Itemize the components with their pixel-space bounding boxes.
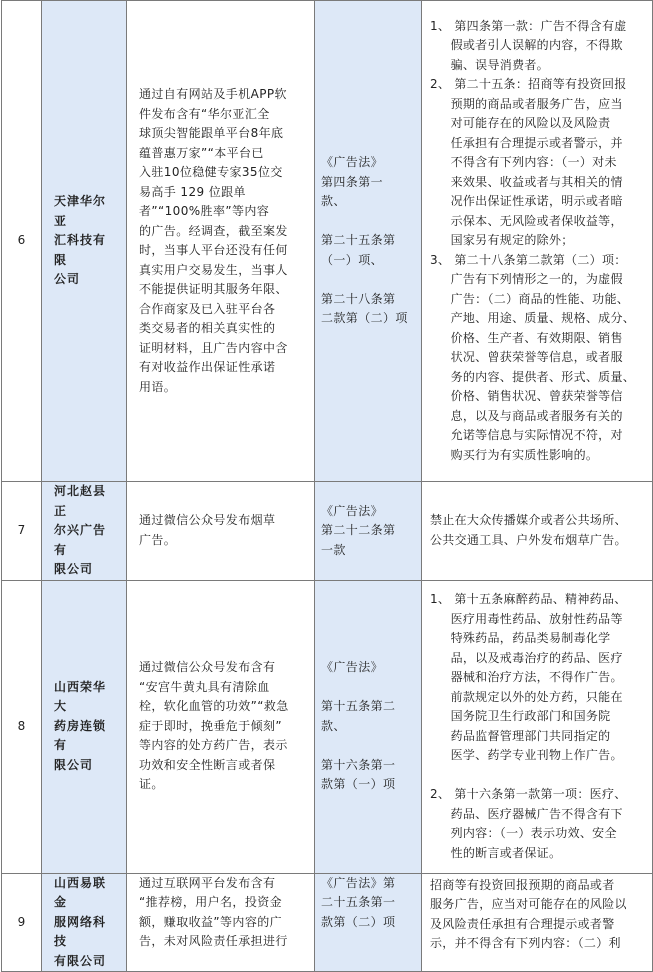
violation-content-line: “推荐榜，用户名，投资金 xyxy=(139,895,283,909)
company-name xyxy=(42,580,127,873)
violation-content-line: 广告。 xyxy=(139,532,177,547)
law-article-line: 款、 xyxy=(321,718,346,733)
violation-content-line: 不能提供证明其服务年限、 xyxy=(139,282,288,296)
violation-content-line: 类交易者的相关真实性的 xyxy=(139,321,276,335)
clause-text-line: 预期的商品或者服务广告，应当 xyxy=(430,96,623,111)
company-name-line: 河北赵县正 xyxy=(54,484,107,518)
violation-content-line: 者”“100%胜率”等内容 xyxy=(139,204,270,218)
law-article-line: 《广告法》第 xyxy=(321,875,396,890)
law-article-line: 第二十二条第 xyxy=(321,523,396,537)
violation-content-line: 告，未对风险责任承担进行 xyxy=(139,934,288,948)
clause-text-line: 况作出保证性承诺，明示或者暗 xyxy=(430,194,623,209)
row-number: 7 xyxy=(2,482,42,581)
law-article-line: 《广告法》 xyxy=(321,155,384,170)
violation-content xyxy=(127,580,315,873)
clause-text-line: 前款规定以外的处方药，只能在 xyxy=(430,689,623,704)
row-number: 6 xyxy=(2,1,42,482)
clause-text-line: 特殊药品，药品类易制毒化学 xyxy=(430,631,611,645)
law-article xyxy=(315,580,422,873)
law-article-line: 款第（二）项 xyxy=(321,914,396,929)
clause-text-line: 价格、销售状况、曾获荣誉等信 xyxy=(430,389,623,404)
law-article-line: 第二十五条第 xyxy=(321,233,396,248)
violation-content-line: 真实用户交易发生，当事人 xyxy=(139,262,288,277)
violation-content-line: 额，赚取收益”等内容的广 xyxy=(139,914,283,929)
clause-text-line: 任承担有合理提示或者警示，并 xyxy=(430,135,623,150)
violation-content-line: “安宫牛黄丸具有清除血 xyxy=(139,679,270,694)
clause-text-line: 禁止在大众传播媒介或者公共场所、 xyxy=(430,513,627,528)
clause-text-line: 国务院卫生行政部门和国务院 xyxy=(430,709,611,723)
clause-text-line: 器械和治疗方法，不得作广告。 xyxy=(430,670,623,684)
company-name-line: 山西易联金 xyxy=(54,875,107,909)
law-article-line: 第十五条第二 xyxy=(321,699,396,714)
violation-content-line: 入驻10位稳健专家35位交 xyxy=(139,165,283,179)
clause-text-line: 3、 第二十八条第二款第（二）项： xyxy=(430,252,627,267)
company-name xyxy=(42,482,127,581)
clause-text-line: 务的内容、提供者、形式、质量、 xyxy=(430,369,636,384)
clause-text-line: 息，以及与商品或者服务有关的 xyxy=(430,408,623,423)
company-name-line: 汇科技有限 xyxy=(54,233,107,267)
violation-content-line: 证。 xyxy=(139,777,164,792)
violation-content-line: 症于即时，挽垂危于倾刻” xyxy=(139,718,283,733)
violation-content-line: 证明材料，且广告内容中含 xyxy=(139,340,288,355)
table-row xyxy=(2,873,653,972)
law-article-line: 一款 xyxy=(321,542,346,557)
law-article-line xyxy=(321,678,415,698)
company-name-line: 山西荣华大 xyxy=(54,679,107,714)
clause-text xyxy=(422,873,653,972)
company-name-line: 服网络科技 xyxy=(54,914,107,948)
clause-text-line: 医疗用毒性药品、放射性药品等 xyxy=(430,611,623,626)
clause-text-line: 广告有下列情形之一的，为虚假 xyxy=(430,272,623,287)
law-article-line: 第十六条第一 xyxy=(321,757,396,772)
violation-content-line: 易高手 129 位跟单 xyxy=(139,184,246,199)
clause-text xyxy=(422,1,653,482)
violation-content-line: 件发布含有“华尔亚汇全 xyxy=(139,106,270,121)
clause-text-line: 及风险责任承担有合理提示或者警 xyxy=(430,916,615,931)
company-name-line: 有限公司 xyxy=(54,953,107,968)
clause-text-line: 广告：（二）商品的性能、功能、 xyxy=(430,291,630,306)
violation-content-line: 通过互联网平台发布含有 xyxy=(139,875,276,890)
violation-content-line: 通过自有网站及手机APP软 xyxy=(139,87,287,101)
law-article-line xyxy=(321,212,415,232)
company-name-line: 公司 xyxy=(54,272,81,287)
law-article-line: 《广告法》 xyxy=(321,660,384,675)
clause-text-line: 1、 第十五条麻醉药品、精神药品、 xyxy=(430,592,627,606)
violation-content-line: 的广告。经调查，截至案发 xyxy=(139,223,288,238)
law-article-line: （一）项、 xyxy=(321,252,384,267)
table-row xyxy=(2,1,653,482)
clause-text-line: 不得含有下列内容：（一）对未 xyxy=(430,155,617,170)
law-article xyxy=(315,1,422,482)
clause-text-line: 状况、曾获荣誉等信息，或者服 xyxy=(430,350,623,365)
law-article-line xyxy=(321,270,415,290)
table-row xyxy=(2,482,653,581)
violation-content-line: 蕴普惠万家”“本平台已 xyxy=(139,145,264,160)
law-article xyxy=(315,482,422,581)
clause-text-line: 列内容：（一）表示功效、安全 xyxy=(430,826,617,840)
violation-content xyxy=(127,482,315,581)
violation-content-line: 时，当事人平台还没有任何 xyxy=(139,243,288,257)
row-number: 9 xyxy=(2,873,42,972)
clause-text-line: 招商等有投资回报预期的商品或者 xyxy=(430,877,615,892)
clause-text xyxy=(422,482,653,581)
clause-text-line: 性的断言或者保证。 xyxy=(430,845,562,860)
clause-text-line: 2、 第十六条第一款第一项：医疗、 xyxy=(430,787,627,801)
clause-text-line: 产地、用途、质量、规格、成分、 xyxy=(430,311,636,326)
violation-content-line: 等内容的处方药广告，表示 xyxy=(139,738,288,753)
clause-text-line xyxy=(430,766,646,786)
row-number: 8 xyxy=(2,580,42,873)
violation-content-line: 通过微信公众号发布含有 xyxy=(139,660,276,675)
law-article-line xyxy=(321,736,415,756)
regulation-table xyxy=(1,0,653,972)
clause-text-line: 骗、误导消费者。 xyxy=(430,57,549,72)
company-name xyxy=(42,1,127,482)
company-name-line: 限公司 xyxy=(54,562,94,576)
clause-text-line: 购买行为有实质性影响的。 xyxy=(430,447,599,462)
clause-text-line: 来效果、收益或者与其相关的情 xyxy=(430,174,623,189)
clause-text-line: 价格、生产者、有效期限、销售 xyxy=(430,330,623,345)
clause-text-line: 公共交通工具、户外发布烟草广告。 xyxy=(430,532,627,547)
violation-content xyxy=(127,873,315,972)
violation-content xyxy=(127,1,315,482)
table-body xyxy=(2,1,653,972)
clause-text-line: 对可能存在的风险以及风险责 xyxy=(430,116,611,131)
violation-content-line: 功效和安全性断言或者保 xyxy=(139,757,276,772)
clause-text-line: 服务广告，应当对可能存在的风险以 xyxy=(430,897,627,911)
law-article-line: 第四条第一 xyxy=(321,174,384,189)
clause-text-line: 示保本、无风险或者保收益等， xyxy=(430,213,623,228)
clause-text-line: 2、 第二十五条：招商等有投资回报 xyxy=(430,77,627,92)
violation-content-line: 通过微信公众号发布烟草 xyxy=(139,513,276,528)
law-article-line: 《广告法》 xyxy=(321,503,384,518)
clause-text-line: 品，以及戒毒治疗的药品、医疗 xyxy=(430,650,623,665)
law-article-line: 二十五条第一 xyxy=(321,895,396,909)
clause-text-line: 国家另有规定的除外； xyxy=(430,233,574,248)
clause-text-line: 示，并不得含有下列内容：（二）利 xyxy=(430,936,621,950)
violation-content-line: 用语。 xyxy=(139,379,177,394)
clause-text xyxy=(422,580,653,873)
clause-text-line: 允诺等信息与实际情况不符，对 xyxy=(430,428,623,443)
clause-text-line: 假或者引人误解的内容，不得欺 xyxy=(430,38,623,53)
clause-text-line: 药品监督管理部门共同指定的 xyxy=(430,728,611,743)
clause-text-line: 医学、药学专业刊物上作广告。 xyxy=(430,748,623,762)
clause-text-line: 1、 第四条第一款：广告不得含有虚 xyxy=(430,18,627,33)
company-name-line: 天津华尔亚 xyxy=(54,194,107,228)
violation-content-line: 合作商家及已入驻平台各 xyxy=(139,301,276,316)
company-name xyxy=(42,873,127,972)
company-name-line: 限公司 xyxy=(54,757,94,772)
law-article-line: 款第（一）项 xyxy=(321,777,396,792)
law-article-line: 款、 xyxy=(321,194,346,209)
violation-content-line: 栓，软化血管的功效”“救急 xyxy=(139,699,289,714)
company-name-line: 尔兴广告有 xyxy=(54,523,107,557)
violation-content-line: 球顶尖智能跟单平台8年底 xyxy=(139,126,284,140)
violation-content-line: 有对收益作出保证性承诺 xyxy=(139,360,276,374)
company-name-line: 药房连锁有 xyxy=(54,718,107,753)
law-article-line: 二款第（二）项 xyxy=(321,311,408,326)
table-row xyxy=(2,580,653,873)
law-article xyxy=(315,873,422,972)
clause-text-line: 药品、医疗器械广告不得含有下 xyxy=(430,806,623,821)
law-article-line: 第二十八条第 xyxy=(321,291,396,306)
